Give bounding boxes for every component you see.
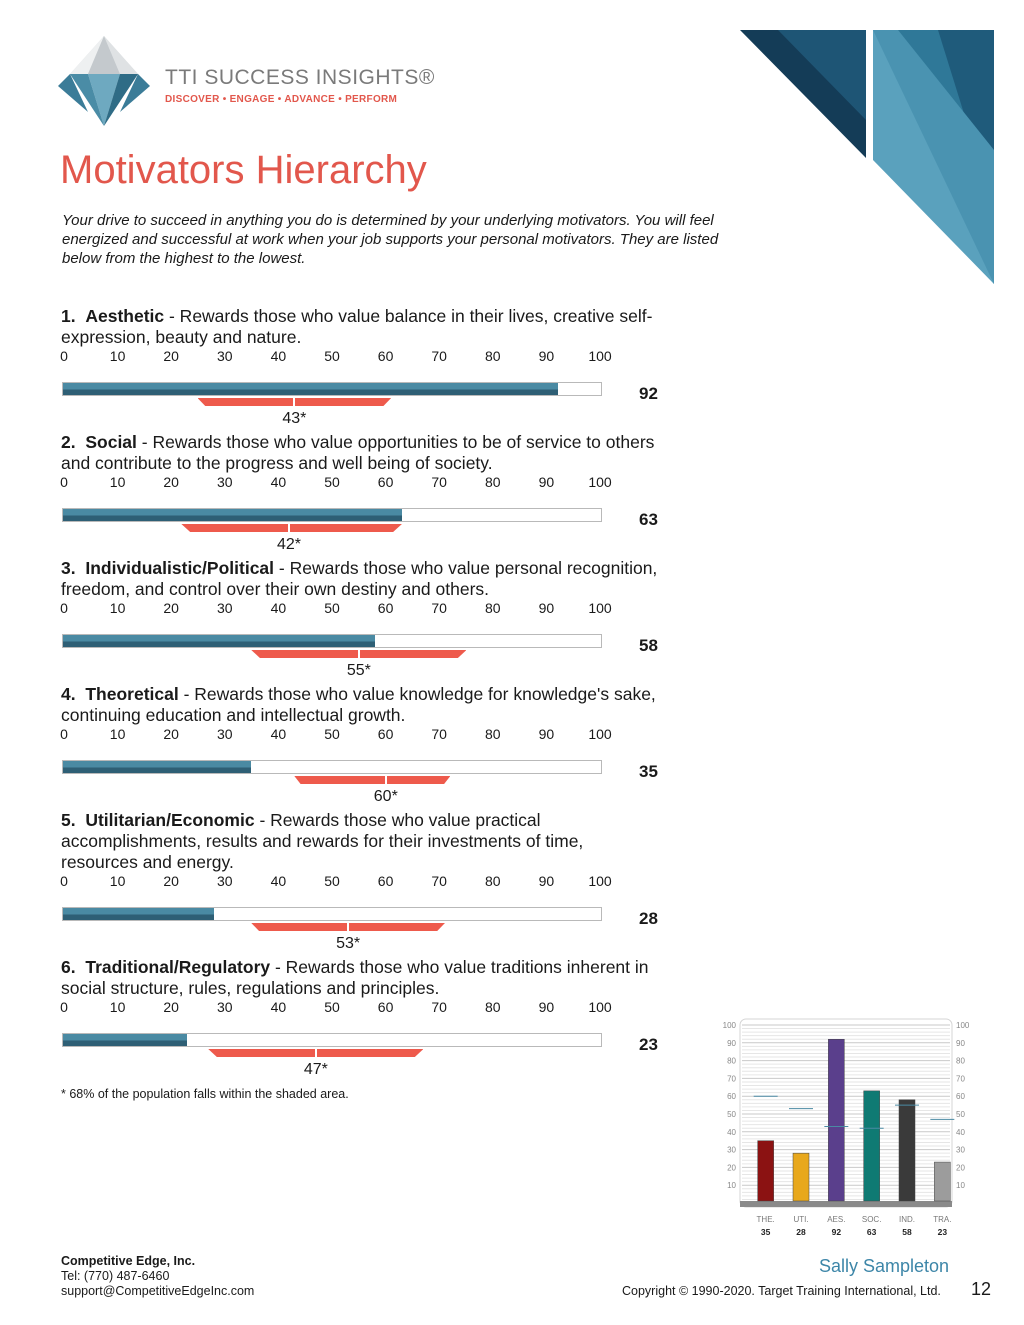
mini-chart-ytick-right: 20 (956, 1163, 965, 1173)
scale-axis (61, 600, 621, 620)
footer-copyright: Copyright © 1990-2020. Target Training International, Ltd. (622, 1284, 941, 1298)
score-value: 58 (639, 636, 658, 655)
scale-tick-label: 100 (588, 474, 612, 490)
population-mean-marker (288, 522, 290, 534)
mini-chart-value-label: 35 (760, 1227, 771, 1237)
scale-tick-label: 30 (217, 474, 233, 490)
population-mean-marker (385, 774, 387, 786)
mini-chart-ytick-left: 70 (727, 1074, 736, 1084)
population-mean-label: 55* (346, 662, 371, 679)
scale-tick-label: 80 (485, 348, 501, 364)
page-title: Motivators Hierarchy (60, 148, 427, 192)
page-number: 12 (971, 1279, 992, 1299)
motivator-name: Theoretical (85, 684, 179, 704)
motivator-section (61, 810, 661, 959)
scale-axis (61, 474, 621, 494)
motivator-heading (61, 684, 661, 726)
motivator-rank: 5. (61, 810, 76, 830)
scale-tick-label: 90 (538, 726, 555, 742)
score-bar-area (61, 760, 661, 812)
scale-tick-label: 60 (377, 348, 394, 364)
tti-diamond-logo (58, 34, 150, 130)
scale-tick-label: 60 (377, 873, 394, 889)
score-fill (63, 908, 214, 920)
score-bar-area (61, 634, 661, 686)
scale-tick-label: 0 (60, 726, 68, 742)
scale-tick-label: 70 (431, 873, 447, 889)
motivator-name: Social (85, 432, 137, 452)
scale-tick-label: 30 (217, 726, 233, 742)
score-track (62, 382, 602, 396)
scale-tick-label: 20 (163, 348, 179, 364)
mini-chart-category-label: SOC. (861, 1215, 882, 1224)
score-track (62, 760, 602, 774)
motivator-section (61, 684, 661, 812)
motivator-rank-name: 3. Individualistic/Political (61, 558, 275, 578)
scale-tick-label: 50 (324, 600, 340, 616)
mini-chart-bar (899, 1100, 915, 1201)
population-mean-label: 42* (276, 536, 301, 553)
mini-chart-value-label: 58 (902, 1227, 912, 1237)
score-value: 35 (639, 762, 658, 781)
score-fill (63, 509, 402, 521)
scale-tick-label: 90 (538, 873, 555, 889)
score-value: 63 (639, 510, 658, 529)
mini-chart-ytick-right: 100 (956, 1021, 970, 1030)
motivator-rank: 6. (61, 957, 76, 977)
scale-tick-label: 40 (270, 474, 287, 490)
mini-chart-value-label: 28 (796, 1227, 806, 1237)
motivator-section (61, 432, 661, 560)
mini-chart-ytick-left: 20 (727, 1163, 736, 1173)
scale-tick-label: 10 (109, 600, 126, 616)
scale-tick-label: 60 (377, 600, 394, 616)
scale-axis (61, 999, 621, 1019)
motivator-name: Traditional (85, 957, 174, 977)
scale-tick-label: 100 (588, 348, 612, 364)
motivator-heading (61, 558, 661, 600)
population-mean-label: 53* (336, 935, 361, 952)
score-value: 23 (639, 1035, 658, 1054)
scale-tick-label: 20 (163, 873, 179, 889)
scale-tick-label: 30 (217, 348, 233, 364)
score-track (62, 508, 602, 522)
population-mean-label: 47* (303, 1061, 328, 1078)
scale-tick-label: 80 (485, 873, 501, 889)
motivator-description: - Rewards those who value personal recognition, freedom, and control over their own destiny and others. (61, 558, 658, 599)
scale-axis (61, 726, 621, 746)
scale-tick-label: 80 (485, 726, 501, 742)
scale-tick-label: 70 (431, 474, 447, 490)
scale-tick-label: 30 (217, 600, 233, 616)
motivator-name-sub: Economic (170, 810, 255, 830)
brand-name: TTI SUCCESS INSIGHTS® (165, 66, 435, 89)
motivator-name: Individualistic (85, 558, 203, 578)
mini-chart-ytick-right: 60 (956, 1092, 965, 1102)
scale-tick-label: 60 (377, 999, 394, 1015)
score-bar-area (61, 1033, 661, 1085)
mini-chart-category-label: AES. (827, 1215, 846, 1224)
motivator-heading (61, 810, 661, 873)
scale-tick-label: 0 (60, 600, 68, 616)
mini-chart-bar (934, 1162, 950, 1201)
motivator-description: - Rewards those who value practical accomplishments, results and rewards for their investments of time, resources and energy. (61, 810, 584, 872)
scale-axis (61, 348, 621, 368)
scale-tick-label: 40 (270, 873, 287, 889)
scale-tick-label: 40 (270, 600, 287, 616)
scale-tick-label: 40 (270, 999, 287, 1015)
motivator-description: - Rewards those who value balance in their lives, creative self-expression, beauty and nature. (61, 306, 653, 347)
mini-chart-ytick-left: 60 (727, 1092, 736, 1102)
mini-chart-ytick-right: 40 (956, 1127, 965, 1137)
scale-tick-label: 0 (60, 999, 68, 1015)
footer-phone: Tel: (770) 487-6460 (61, 1269, 170, 1283)
population-band (181, 524, 402, 532)
scale-tick-label: 40 (270, 726, 287, 742)
scale-tick-label: 30 (217, 873, 233, 889)
mini-chart-ytick-right: 30 (956, 1145, 965, 1155)
mini-chart-bar (864, 1091, 880, 1201)
mini-chart-ytick-left: 40 (727, 1127, 736, 1137)
scale-tick-label: 100 (588, 600, 612, 616)
motivator-description: - Rewards those who value traditions inherent in social structure, rules, regulations and principles. (61, 957, 649, 998)
motivator-name-sub: Regulatory (178, 957, 271, 977)
mini-chart-baseline (740, 1201, 952, 1207)
motivator-heading (61, 957, 661, 999)
scale-tick-label: 70 (431, 726, 447, 742)
scale-tick-label: 10 (109, 873, 126, 889)
scale-tick-label: 100 (588, 999, 612, 1015)
mini-chart-category-label: TRA. (933, 1215, 952, 1224)
motivator-rank-name: 6. Traditional/Regulatory (61, 957, 271, 977)
mini-chart-ytick-left: 30 (727, 1145, 736, 1155)
mini-chart-category-label: UTI. (793, 1215, 809, 1224)
score-fill (63, 635, 375, 647)
mini-chart-category-label: IND. (899, 1215, 915, 1224)
population-mean-marker (347, 921, 349, 933)
score-bar-area (61, 508, 661, 560)
score-fill (63, 761, 251, 773)
score-bar-area (61, 382, 661, 434)
motivator-heading (61, 432, 661, 474)
intro-paragraph: Your drive to succeed in anything you do is determined by your underlying motivators. You will feel energized and successful at work when your job supports your personal motivators. They are listed below from the highest to the lowest. (62, 212, 719, 267)
scale-tick-label: 50 (324, 726, 340, 742)
score-track (62, 634, 602, 648)
scale-tick-label: 100 (588, 873, 612, 889)
mini-chart-ytick-left: 100 (722, 1021, 736, 1030)
population-mean-marker (293, 396, 295, 408)
decorative-triangles (738, 30, 996, 286)
mini-chart-ytick-right: 50 (956, 1110, 965, 1119)
brand-tagline: DISCOVER • ENGAGE • ADVANCE • PERFORM (165, 94, 398, 105)
scale-tick-label: 30 (217, 999, 233, 1015)
footer-company: Competitive Edge, Inc. (61, 1254, 196, 1268)
score-fill (63, 383, 558, 395)
motivator-rank: 1. (61, 306, 76, 326)
scale-tick-label: 50 (324, 348, 340, 364)
motivator-section (61, 306, 661, 434)
mini-chart-ytick-left: 50 (727, 1110, 736, 1119)
scale-tick-label: 80 (485, 600, 501, 616)
motivators-mini-chart (710, 1015, 980, 1245)
motivator-section (61, 957, 661, 1085)
scale-tick-label: 60 (377, 726, 394, 742)
population-mean-label: 60* (373, 788, 398, 805)
motivator-rank: 3. (61, 558, 76, 578)
mini-chart-ytick-left: 10 (727, 1181, 736, 1191)
scale-tick-label: 90 (538, 600, 555, 616)
motivator-rank-name (61, 432, 137, 452)
motivator-name: Aesthetic (85, 306, 165, 326)
scale-tick-label: 40 (270, 348, 287, 364)
population-mean-label: 43* (282, 410, 307, 427)
scale-tick-label: 90 (538, 348, 555, 364)
scale-tick-label: 0 (60, 474, 68, 490)
score-track (62, 1033, 602, 1047)
mini-chart-ytick-right: 10 (956, 1181, 965, 1191)
scale-tick-label: 20 (163, 474, 179, 490)
scale-tick-label: 10 (109, 348, 126, 364)
scale-tick-label: 70 (431, 999, 447, 1015)
scale-tick-label: 10 (109, 999, 126, 1015)
motivator-description: - Rewards those who value opportunities to be of service to others and contribute to the progress and well being of society. (61, 432, 655, 473)
motivator-rank-name (61, 684, 179, 704)
scale-tick-label: 20 (163, 600, 179, 616)
motivator-heading (61, 306, 661, 348)
motivator-section (61, 558, 661, 686)
mini-chart-ytick-right: 90 (956, 1038, 965, 1048)
scale-tick-label: 100 (588, 726, 612, 742)
motivator-rank: 2. (61, 432, 76, 452)
scale-tick-label: 90 (538, 999, 555, 1015)
motivator-name: Utilitarian (85, 810, 167, 830)
scale-axis (61, 873, 621, 893)
mini-chart-ytick-right: 70 (956, 1074, 965, 1084)
score-value: 28 (639, 909, 658, 928)
footnote: * 68% of the population falls within the shaded area. (61, 1087, 349, 1101)
mini-chart-value-label: 92 (831, 1227, 842, 1237)
scale-tick-label: 10 (109, 726, 126, 742)
scale-tick-label: 80 (485, 474, 501, 490)
mini-chart-ytick-left: 90 (727, 1038, 736, 1048)
score-value: 92 (639, 384, 658, 403)
score-track (62, 907, 602, 921)
motivator-rank-name: 5. Utilitarian/Economic (61, 810, 255, 830)
scale-tick-label: 20 (163, 726, 179, 742)
scale-tick-label: 90 (538, 474, 555, 490)
mini-chart-bar (828, 1039, 844, 1201)
population-mean-marker (315, 1047, 317, 1059)
mini-chart-ytick-left: 80 (727, 1056, 736, 1066)
mini-chart-bar (758, 1141, 774, 1201)
population-band (294, 776, 450, 784)
motivator-rank: 4. (61, 684, 76, 704)
motivator-name-sub: Political (206, 558, 275, 578)
scale-tick-label: 50 (324, 474, 340, 490)
footer-person-name: Sally Sampleton (819, 1256, 950, 1276)
mini-chart-ytick-right: 80 (956, 1056, 965, 1066)
motivator-rank-name (61, 306, 164, 326)
score-bar-area (61, 907, 661, 959)
motivator-description: - Rewards those who value knowledge for knowledge's sake, continuing education and intellectual growth. (61, 684, 656, 725)
population-mean-marker (358, 648, 360, 660)
footer-email: support@CompetitiveEdgeInc.com (61, 1284, 255, 1298)
mini-chart-category-label: THE. (756, 1215, 775, 1224)
scale-tick-label: 50 (324, 873, 340, 889)
mini-chart-value-label: 23 (937, 1227, 948, 1237)
mini-chart-value-label: 63 (866, 1227, 877, 1237)
scale-tick-label: 20 (163, 999, 179, 1015)
scale-tick-label: 80 (485, 999, 501, 1015)
mini-chart-bar (793, 1153, 809, 1201)
score-fill (63, 1034, 187, 1046)
scale-tick-label: 0 (60, 873, 68, 889)
scale-tick-label: 60 (377, 474, 394, 490)
scale-tick-label: 50 (324, 999, 340, 1015)
scale-tick-label: 70 (431, 348, 447, 364)
scale-tick-label: 0 (60, 348, 68, 364)
scale-tick-label: 10 (109, 474, 126, 490)
scale-tick-label: 70 (431, 600, 447, 616)
